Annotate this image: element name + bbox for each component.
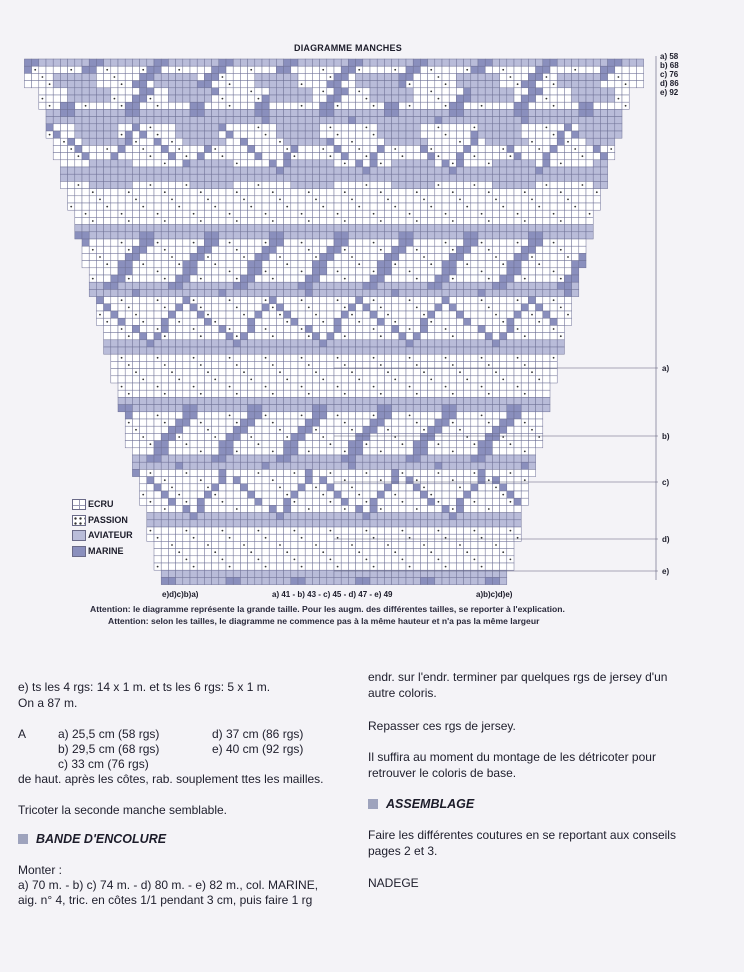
chart-grid [24,59,643,585]
diagram-title: DIAGRAMME MANCHES [294,43,402,53]
legend-ecru [72,498,114,510]
bottom-left-scale: e)d)c)b)a) [162,590,199,599]
right-line-5: retrouver le coloris de base. [368,766,517,780]
passion-swatch-icon [72,515,86,526]
diagram-note-1: Attention: le diagramme représente la grande taille. Pour les augm. des différentes tailles, se reporter à l'explication. [90,604,565,614]
bottom-right-scale: a)b)c)d)e) [476,590,513,599]
diagram-note-2: Attention: selon les tailles, le diagramme ne commence pas à la même hauteur et n'a pas la même largeur [108,616,540,626]
right-line-6: Faire les différentes coutures en se reportant aux conseils [368,828,676,842]
left-line-2: On a 87 m. [18,696,78,710]
size-label-d: d) 86 [660,79,679,88]
size-label-e: e) 92 [660,88,679,97]
left-line-1: e) ts les 4 rgs: 14 x 1 m. et ts les 6 rgs: 5 x 1 m. [18,680,271,694]
signature: NADEGE [368,876,419,890]
right-line-7: pages 2 et 3. [368,844,438,858]
legend-passion-label: PASSION [88,515,128,525]
assemblage-heading-text: ASSEMBLAGE [386,797,475,811]
legend-marine-label: MARINE [88,546,124,556]
measure-b: b) 29,5 cm (68 rgs) [58,742,160,756]
montage-line-2: aig. n° 4, tric. en côtes 1/1 pendant 3 cm, puis faire 1 rg [18,893,313,907]
aviateur-swatch-icon [72,530,86,541]
left-line-3: de haut. après les côtes, rab. souplement ttes les mailles. [18,772,324,786]
marine-swatch-icon [72,546,86,557]
bande-encolure-heading [18,832,166,846]
size-label-a: a) 58 [660,52,679,61]
side-mark-d: d) [662,535,670,544]
montage-line-1: a) 70 m. - b) c) 74 m. - d) 80 m. - e) 82 m., col. MARINE, [18,878,319,892]
side-mark-a: a) [662,364,670,373]
legend-marine [72,545,124,557]
measure-d: d) 37 cm (86 rgs) [212,727,304,741]
right-line-2: autre coloris. [368,686,437,700]
bottom-center-scale: a) 41 - b) 43 - c) 45 - d) 47 - e) 49 [272,590,393,599]
legend-ecru-label: ECRU [88,499,114,509]
left-line-4: Tricoter la seconde manche semblable. [18,803,227,817]
size-label-b: b) 68 [660,61,679,70]
legend-aviateur-label: AVIATEUR [88,530,133,540]
ecru-swatch-icon [72,499,86,510]
side-mark-e: e) [662,567,670,576]
measure-prefix: A [18,727,27,741]
measure-e: e) 40 cm (92 rgs) [212,742,304,756]
measure-a: a) 25,5 cm (58 rgs) [58,727,160,741]
legend-passion [72,514,128,526]
heading-square-icon [368,799,378,809]
side-mark-c: c) [662,478,670,487]
legend-aviateur [72,529,133,541]
measure-c: c) 33 cm (76 rgs) [58,757,149,771]
right-line-1: endr. sur l'endr. terminer par quelques rgs de jersey d'un [368,670,668,684]
right-line-3: Repasser ces rgs de jersey. [368,719,516,733]
bande-encolure-heading-text: BANDE D'ENCOLURE [36,832,167,846]
size-label-c: c) 76 [660,70,679,79]
montage-title: Monter : [18,863,63,877]
right-line-4: Il suffira au moment du montage de les détricoter pour [368,750,656,764]
side-mark-b: b) [662,432,670,441]
heading-square-icon [18,834,28,844]
assemblage-heading [368,797,474,811]
